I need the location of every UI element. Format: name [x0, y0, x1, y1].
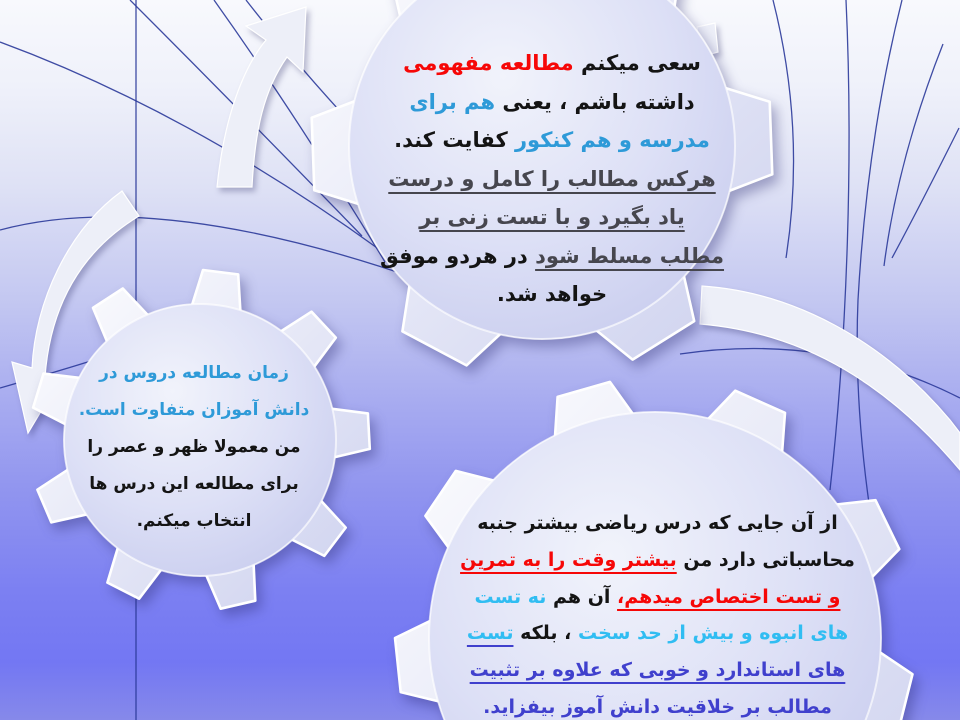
text-segment: از آن جایی که درس ریاضی بیشتر جنبه [477, 512, 838, 534]
text-segment: دانش آموزان متفاوت است. [78, 400, 310, 420]
text-block-math-practice [420, 505, 895, 720]
text-segment: داشته باشم ، یعنی [495, 89, 695, 114]
text-segment: مطالعه مفهومی [403, 51, 574, 75]
text-segment: مدرسه و هم کنکور [514, 128, 710, 152]
text-segment: آن هم [546, 585, 618, 608]
text-segment: خواهد شد. [496, 282, 608, 306]
text-segment: سعی میکنم [573, 51, 701, 75]
text-segment: و تست اختصاص میدهم، [617, 585, 841, 608]
text-line [362, 237, 742, 276]
text-segment: هرکس مطالب را کامل و درست [388, 166, 716, 191]
text-segment: بیشتر وقت را به تمرین [460, 548, 677, 571]
text-block-study-method [362, 44, 742, 314]
text-segment: هم برای [409, 89, 496, 114]
text-segment: مطالب بر خلاقیت دانش آموز بیفزاید. [483, 695, 832, 718]
text-segment: برای مطالعه این درس ها [89, 474, 299, 494]
text-line [362, 44, 742, 83]
text-line [362, 83, 742, 122]
text-line [420, 652, 895, 689]
text-line [66, 429, 322, 466]
text-line [66, 503, 322, 540]
text-segment: نه تست [474, 585, 547, 608]
text-segment: های انبوه و بیش از حد سخت [571, 622, 849, 645]
text-line [66, 392, 322, 429]
text-segment: محاسباتی دارد من [676, 548, 855, 571]
text-line [66, 355, 322, 392]
text-line [420, 615, 895, 652]
text-line [362, 198, 742, 237]
text-segment: ، بلکه [513, 622, 572, 645]
text-segment: تست [466, 622, 514, 645]
text-line [362, 121, 742, 160]
text-line [362, 160, 742, 199]
text-segment: های استاندارد و خوبی که علاوه بر تثبیت [469, 659, 846, 682]
text-line [420, 579, 895, 616]
text-segment: مطلب مسلط شود [535, 243, 725, 268]
text-block-study-time [66, 355, 322, 540]
text-segment: زمان مطالعه دروس در [99, 363, 289, 383]
text-line [420, 542, 895, 579]
text-line [420, 505, 895, 542]
text-segment: در هردو موفق [379, 243, 536, 268]
text-line [362, 275, 742, 314]
text-line [66, 466, 322, 503]
text-segment: یاد بگیرد و با تست زنی بر [419, 205, 685, 229]
text-segment: انتخاب میکنم. [136, 511, 252, 531]
text-segment: من معمولا ظهر و عصر را [87, 437, 301, 457]
text-line [420, 689, 895, 720]
text-segment: کفایت کند. [394, 128, 515, 152]
